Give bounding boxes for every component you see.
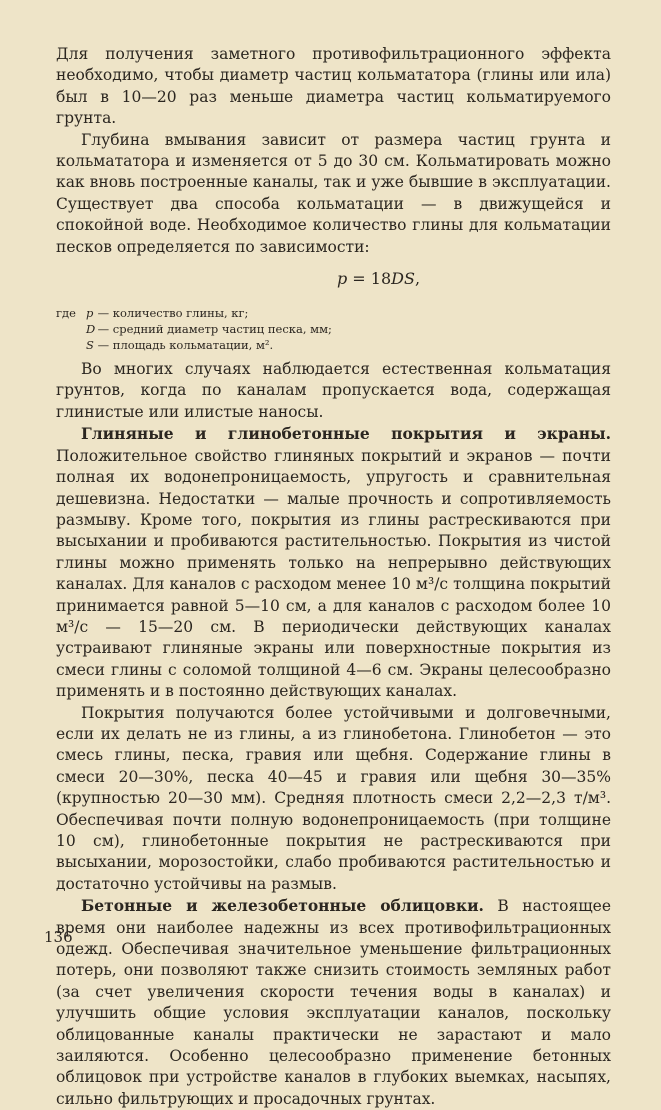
section-betonnye (56, 895, 611, 1110)
section-heading: Бетонные и железобетонные облицовки. (81, 896, 484, 916)
formula-legend (56, 305, 611, 353)
formula-coef: 18 (370, 269, 392, 289)
formula-tail: , (414, 269, 421, 289)
paragraph-2: Глубина вмывания зависит от размера частиц грунта и кольмататора и изменяется от 5 до 30 см. Кольматировать можно как вновь построенные каналы, так и уже бывшие в эксплуатации. Существует два способа кольматации — в движущейся и спокойной воде. Необходимое количество глины для кольматации песков определяется по зависимости: (56, 130, 611, 256)
legend-symbol: S (86, 338, 94, 353)
paragraph-4: Покрытия получаются более устойчивыми и долговечными, если их делать не из глины, а из глинобетона. Глинобетон — это смесь глины, песка, гравия или щебня. Содержание глины в смеси 20—30%, песка 40—45 и гравия или щебня 30—35% (крупностью 20—30 мм). Средняя плотность смеси 2,2—2,3 т/м³. Обеспечивая почти полную водонепроницаемость (при толщине 10 см), глинобетонные покрытия не растрескиваются при высыхании, морозостойки, слабо пробиваются растительностью и достаточно устойчивы на размыв. (56, 703, 611, 893)
paragraph-1: Для получения заметного противофильтрационного эффекта необходимо, чтобы диаметр частиц кольмататора (глины или ила) был в 10—20 раз меньше диаметра частиц кольматируемого грунта. (56, 45, 611, 128)
section-text: В настоящее время они наиболее надежны из всех противофильтрационных одежд. Обеспечивая значительное уменьшение фильтрационных потерь, они позволяют также снизить стоимость земляных работ (за счет увеличения скорости течения воды в каналах) и улучшить общие условия эксплуатации каналов, поскольку облицованные каналы практически не зарастают и мало заиляются. Особенно целесообразно применение бетонных облицовок при устройстве каналов в глубоких выемках, насыпях, сильно фильтрующих и просадочных грунтах. (56, 897, 611, 1108)
legend-text: — количество глины, кг; (94, 306, 249, 321)
section-text: Положительное свойство глиняных покрытий и экранов — почти полная их водонепроницаемость, упругость и сравнительная дешевизна. Недостатки — малые прочность и сопротивляемость размыву. Кроме того, покрытия из глины растрескиваются при высыхании и пробиваются растительностью. Покрытия из чистой глины можно применять только на непрерывно действующих каналах. Для каналов с расходом менее 10 м³/с толщина покрытий принимается равной 5—10 см, а для каналов с расходом более 10 м³/с — 15—20 см. В периодически действующих каналах устраивают глиняные экраны или поверхностные покрытия из смеси глины с соломой толщиной 4—6 см. Экраны целесообразно применять и в постоянно действующих каналах. (56, 446, 611, 701)
page-body (56, 44, 611, 1110)
section-glinyanye (56, 423, 611, 702)
legend-symbol: D (86, 322, 96, 337)
legend-row (56, 337, 611, 353)
legend-lead: где (56, 306, 76, 321)
page-number: 136 (44, 928, 73, 946)
legend-row (56, 305, 611, 321)
legend-symbol: p (86, 306, 94, 321)
section-heading: Глиняные и глинобетонные покрытия и экраны. (81, 424, 611, 444)
formula-lhs: p (336, 269, 348, 289)
legend-row (56, 321, 611, 337)
legend-text: — средний диаметр частиц песка, мм; (94, 322, 332, 337)
formula-eq: = (347, 269, 371, 289)
legend-text: — площадь кольматации, м². (94, 338, 274, 353)
formula (56, 268, 611, 289)
formula-rhs: DS (391, 269, 415, 289)
paragraph-3: Во многих случаях наблюдается естественная кольматация грунтов, когда по каналам пропускается вода, содержащая глинистые или илистые наносы. (56, 360, 611, 421)
